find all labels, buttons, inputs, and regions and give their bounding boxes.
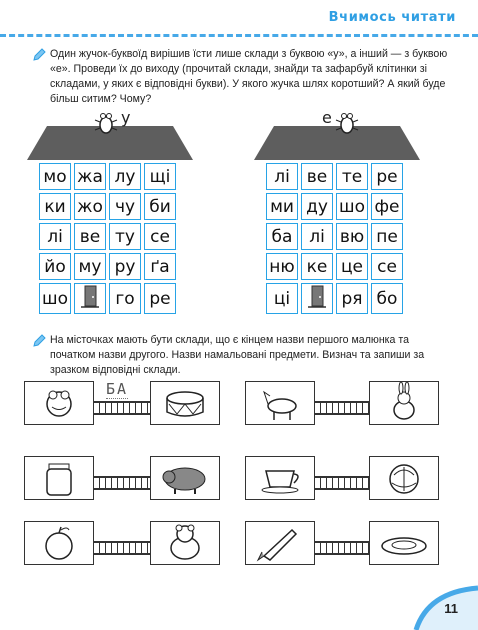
syllable-grid-right xyxy=(263,160,406,317)
syllable-cell[interactable]: ке xyxy=(301,253,333,280)
syllable-cell[interactable]: ці xyxy=(266,283,298,314)
rocket-icon xyxy=(246,522,314,564)
syllable-cell[interactable]: ми xyxy=(266,193,298,220)
task1-text: Один жучок-буквоїд вирішив їсти лише склади з буквою «у», а інший — з буквою «е». Проведи їх до виходу (прочитай склади, знайди та зафарбуй клітинки зі складами, у яких є відповідні букви). У якого жучка шлях коротший? А який буде більш ситим? Чому? xyxy=(50,48,448,105)
syllable-cell[interactable]: се xyxy=(144,223,176,250)
rabbit-icon xyxy=(370,382,438,424)
syllable-cell[interactable]: те xyxy=(336,163,368,190)
syllable-cell[interactable]: му xyxy=(74,253,106,280)
syllable-cell[interactable]: жа xyxy=(74,163,106,190)
picture-box xyxy=(369,381,439,425)
syllable-cell[interactable]: фе xyxy=(371,193,403,220)
grid-row xyxy=(266,283,403,314)
syllable-cell[interactable]: лі xyxy=(39,223,71,250)
task1-instructions xyxy=(50,47,454,107)
syllable-cell[interactable]: жо xyxy=(74,193,106,220)
grid-row xyxy=(39,283,176,314)
syllable-bridge[interactable] xyxy=(94,401,150,415)
syllable-cell[interactable]: би xyxy=(144,193,176,220)
syllable-cell[interactable]: ду xyxy=(301,193,333,220)
task2-text: На місточках мають бути склади, що є кінцем назви першого малюнка та початком назви другого. Назви намальовані предмети. Визнач та запиши за зразком відповідні склади. xyxy=(50,334,425,376)
syllable-cell[interactable]: лу xyxy=(109,163,141,190)
syllable-cell[interactable]: мо xyxy=(39,163,71,190)
grid-row xyxy=(266,253,403,280)
syllable-cell[interactable]: щі xyxy=(144,163,176,190)
picture-box xyxy=(24,521,94,565)
syllable-cell[interactable]: шо xyxy=(39,283,71,314)
boar-icon xyxy=(151,457,219,499)
syllable-cell[interactable]: лі xyxy=(266,163,298,190)
house-right xyxy=(252,110,422,320)
picture-box xyxy=(24,381,94,425)
cup-icon xyxy=(246,457,314,499)
syllable-cell[interactable]: лі xyxy=(301,223,333,250)
syllable-cell[interactable]: ки xyxy=(39,193,71,220)
cabbage-icon xyxy=(370,457,438,499)
syllable-cell[interactable]: ґа xyxy=(144,253,176,280)
syllable-cell[interactable]: ре xyxy=(371,163,403,190)
picture-box xyxy=(150,456,220,500)
pencil-icon xyxy=(32,334,46,348)
grid-row xyxy=(39,193,176,220)
syllable-cell[interactable]: йо xyxy=(39,253,71,280)
syllable-bridge[interactable] xyxy=(315,476,369,490)
grid-row xyxy=(266,163,403,190)
jar-icon xyxy=(25,457,93,499)
picture-box xyxy=(245,521,315,565)
frog-icon xyxy=(25,382,93,424)
pencil-icon xyxy=(32,48,46,62)
syllable-cell[interactable]: ба xyxy=(266,223,298,250)
picture-box xyxy=(150,521,220,565)
exit-door-icon[interactable] xyxy=(74,283,106,314)
drum-icon xyxy=(151,382,219,424)
syllable-cell[interactable]: шо xyxy=(336,193,368,220)
section-title: Вчимось читати xyxy=(328,10,456,25)
picture-box xyxy=(245,381,315,425)
syllable-cell[interactable]: ве xyxy=(301,163,333,190)
picture-box xyxy=(24,456,94,500)
sample-syllable: БА xyxy=(106,380,129,398)
house-left xyxy=(25,110,195,320)
syllable-cell[interactable]: ру xyxy=(109,253,141,280)
picture-box xyxy=(150,381,220,425)
bug-icon xyxy=(93,110,119,136)
syllable-cell[interactable]: це xyxy=(336,253,368,280)
syllable-bridge[interactable] xyxy=(94,541,150,555)
picture-box xyxy=(245,456,315,500)
picture-box xyxy=(369,521,439,565)
grid-row xyxy=(266,193,403,220)
syllable-cell[interactable]: чу xyxy=(109,193,141,220)
syllable-cell[interactable]: ря xyxy=(336,283,368,314)
syllable-bridge[interactable] xyxy=(315,541,369,555)
syllable-cell[interactable]: ню xyxy=(266,253,298,280)
picture-box xyxy=(369,456,439,500)
apple-icon xyxy=(25,522,93,564)
grid-row xyxy=(39,163,176,190)
bear-icon xyxy=(151,522,219,564)
task2-instructions xyxy=(50,333,454,378)
exit-door-icon[interactable] xyxy=(301,283,333,314)
syllable-cell[interactable]: се xyxy=(371,253,403,280)
plate-icon xyxy=(370,522,438,564)
syllable-cell[interactable]: вю xyxy=(336,223,368,250)
syllable-cell[interactable]: го xyxy=(109,283,141,314)
syllable-cell[interactable]: пе xyxy=(371,223,403,250)
syllable-bridge[interactable] xyxy=(94,476,150,490)
grid-row xyxy=(39,223,176,250)
letter-u: у xyxy=(121,108,131,127)
page-number-corner xyxy=(408,584,478,630)
bug-icon xyxy=(334,110,360,136)
grid-row xyxy=(266,223,403,250)
syllable-cell[interactable]: ре xyxy=(144,283,176,314)
syllable-cell[interactable]: ту xyxy=(109,223,141,250)
page-number: 11 xyxy=(444,601,458,616)
corner-decoration xyxy=(408,584,478,630)
goat-icon xyxy=(246,382,314,424)
syllable-bridge[interactable] xyxy=(315,401,369,415)
syllable-grid-left xyxy=(36,160,179,317)
letter-e: е xyxy=(322,108,332,127)
grid-row xyxy=(39,253,176,280)
syllable-cell[interactable]: ве xyxy=(74,223,106,250)
header-divider xyxy=(0,34,478,37)
syllable-cell[interactable]: бо xyxy=(371,283,403,314)
